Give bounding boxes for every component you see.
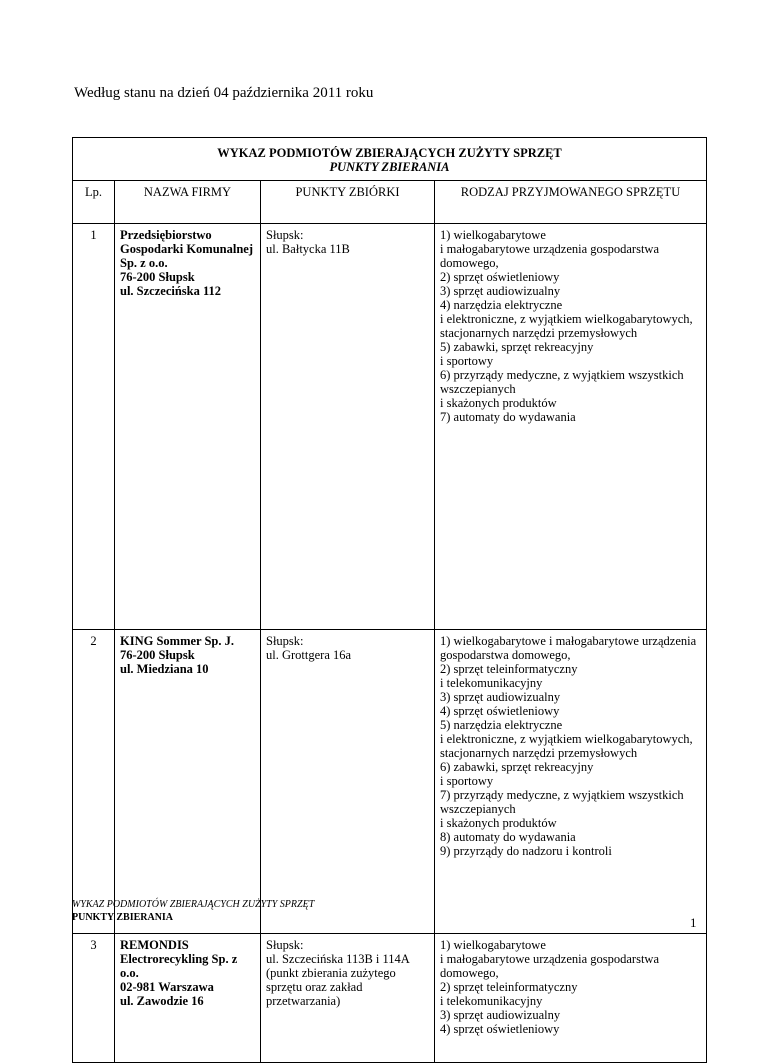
rodzaj-line: i telekomunikacyjny <box>440 994 543 1008</box>
row-rodzaj <box>435 630 707 934</box>
rodzaj-line: 6) zabawki, sprzęt rekreacyjny <box>440 760 594 774</box>
table-title-row <box>73 138 707 181</box>
punkty-line: ul. Bałtycka 11B <box>266 242 350 256</box>
rodzaj-line: 7) automaty do wydawania <box>440 410 576 424</box>
row-firma <box>115 630 261 934</box>
punkty-line: ul. Szczecińska 113B i 114A (punkt zbierania zużytego sprzętu oraz zakład przetwarzania) <box>266 952 410 1008</box>
column-header-punkty: PUNKTY ZBIÓRKI <box>261 181 435 224</box>
firma-line: 02-981 Warszawa <box>120 980 214 994</box>
rodzaj-line: 4) sprzęt oświetleniowy <box>440 704 560 718</box>
row-punkty <box>261 630 435 934</box>
date-line: Według stanu na dzień 04 października 2011 roku <box>74 85 374 101</box>
rodzaj-line: i sportowy <box>440 774 494 788</box>
table-subtitle: PUNKTY ZBIERANIA <box>329 160 450 174</box>
row-lp: 1 <box>73 224 115 630</box>
rodzaj-line: 9) przyrządy do nadzoru i kontroli <box>440 844 612 858</box>
row-firma <box>115 934 261 1063</box>
rodzaj-line: 1) wielkogabarytowe <box>440 228 546 242</box>
rodzaj-line: 6) przyrządy medyczne, z wyjątkiem wszystkich wszczepianych <box>440 368 684 396</box>
rodzaj-line: i skażonych produktów <box>440 396 557 410</box>
footer-subtitle: PUNKTY ZBIERANIA <box>72 912 174 923</box>
row-punkty <box>261 934 435 1063</box>
punkty-line: Słupsk: <box>266 634 304 648</box>
rodzaj-line: 1) wielkogabarytowe i małogabarytowe urządzenia gospodarstwa domowego, <box>440 634 697 662</box>
firma-line: KING Sommer Sp. J. <box>120 634 235 648</box>
punkty-line: ul. Grottgera 16a <box>266 648 352 662</box>
rodzaj-line: 1) wielkogabarytowe <box>440 938 546 952</box>
punkty-line: Słupsk: <box>266 938 304 952</box>
firma-line: 76-200 Słupsk <box>120 270 195 284</box>
rodzaj-line: i sportowy <box>440 354 494 368</box>
firma-line: ul. Zawodzie 16 <box>120 994 204 1008</box>
firma-line: ul. Szczecińska 112 <box>120 284 222 298</box>
rodzaj-line: 2) sprzęt teleinformatyczny <box>440 662 578 676</box>
rodzaj-line: 4) narzędzia elektryczne <box>440 298 563 312</box>
table-header-row <box>73 181 707 224</box>
rodzaj-line: 5) narzędzia elektryczne <box>440 718 563 732</box>
table-row <box>73 224 707 630</box>
rodzaj-line: 7) przyrządy medyczne, z wyjątkiem wszystkich wszczepianych <box>440 788 684 816</box>
rodzaj-line: i małogabarytowe urządzenia gospodarstwa domowego, <box>440 242 660 270</box>
rodzaj-line: 3) sprzęt audiowizualny <box>440 284 561 298</box>
rodzaj-line: 3) sprzęt audiowizualny <box>440 690 561 704</box>
row-rodzaj <box>435 934 707 1063</box>
rodzaj-line: i elektroniczne, z wyjątkiem wielkogabarytowych, stacjonarnych narzędzi przemysłowych <box>440 312 693 340</box>
column-header-firma: NAZWA FIRMY <box>115 181 261 224</box>
row-lp: 2 <box>73 630 115 934</box>
table-title-cell <box>73 138 707 181</box>
table-row <box>73 630 707 934</box>
rodzaj-line: i telekomunikacyjny <box>440 676 543 690</box>
footer-title: WYKAZ PODMIOTÓW ZBIERAJĄCYCH ZUŻYTY SPRZĘT <box>72 899 315 910</box>
rodzaj-line: 5) zabawki, sprzęt rekreacyjny <box>440 340 594 354</box>
rodzaj-line: 8) automaty do wydawania <box>440 830 576 844</box>
page-number: 1 <box>690 915 697 930</box>
firma-line: ul. Miedziana 10 <box>120 662 209 676</box>
firma-line: REMONDIS Electrorecykling Sp. z o.o. <box>120 938 238 980</box>
row-lp: 3 <box>73 934 115 1063</box>
table-title: WYKAZ PODMIOTÓW ZBIERAJĄCYCH ZUŻYTY SPRZĘT <box>217 146 562 160</box>
table-row <box>73 934 707 1063</box>
rodzaj-line: 2) sprzęt oświetleniowy <box>440 270 560 284</box>
page-footer <box>72 898 314 924</box>
rodzaj-line: i małogabarytowe urządzenia gospodarstwa domowego, <box>440 952 660 980</box>
row-punkty <box>261 224 435 630</box>
rodzaj-line: 2) sprzęt teleinformatyczny <box>440 980 578 994</box>
rodzaj-line: i skażonych produktów <box>440 816 557 830</box>
collectors-table <box>72 137 707 1063</box>
firma-line: 76-200 Słupsk <box>120 648 195 662</box>
row-firma <box>115 224 261 630</box>
rodzaj-line: 3) sprzęt audiowizualny <box>440 1008 561 1022</box>
firma-line: Przedsiębiorstwo Gospodarki Komunalnej Sp. z o.o. <box>120 228 254 270</box>
column-header-lp: Lp. <box>73 181 115 224</box>
column-header-rodzaj: RODZAJ PRZYJMOWANEGO SPRZĘTU <box>435 181 707 224</box>
punkty-line: Słupsk: <box>266 228 304 242</box>
rodzaj-line: 4) sprzęt oświetleniowy <box>440 1022 560 1036</box>
rodzaj-line: i elektroniczne, z wyjątkiem wielkogabarytowych, stacjonarnych narzędzi przemysłowych <box>440 732 693 760</box>
row-rodzaj <box>435 224 707 630</box>
